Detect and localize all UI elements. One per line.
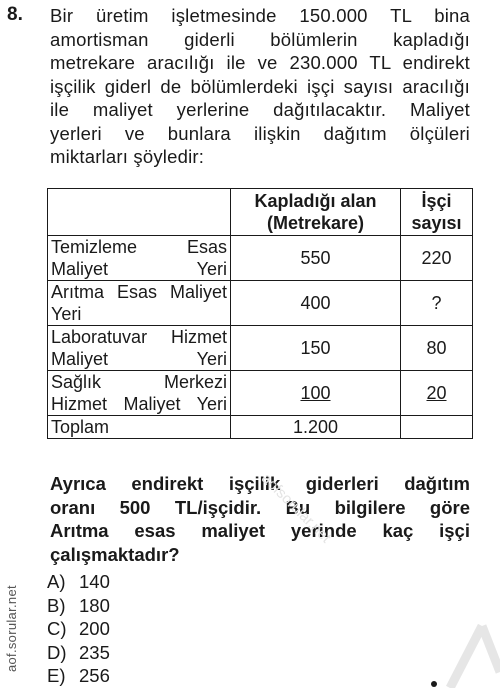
row-area: 150 <box>231 326 401 371</box>
prompt-line: Ayrıca endirekt işçilik giderleri dağıtım <box>50 473 470 494</box>
total-label: Toplam <box>48 416 231 439</box>
intro-line: ile maliyet yerlerine dağıtılacaktır. Maliyet <box>50 99 470 120</box>
row-area <box>231 371 401 416</box>
answer-options <box>47 570 110 688</box>
table-row <box>48 236 473 281</box>
option-value: 200 <box>79 618 110 639</box>
question-intro <box>50 4 470 169</box>
total-workers <box>401 416 473 439</box>
allocation-table <box>47 188 473 439</box>
question-number: 8. <box>7 4 23 25</box>
intro-line: yerleri ve bunlara ilişkin dağıtım ölçüleri <box>50 122 470 144</box>
row-label: Sağlık Merkezi Hizmet Maliyet Yeri <box>48 371 231 416</box>
corner-watermark-mark <box>420 608 500 688</box>
intro-line: Bir üretim işletmesinde 150.000 TL bina <box>50 5 470 26</box>
table-header-row <box>48 189 473 236</box>
intro-line: işçilik giderl de bölümlerdeki işçi sayısı aracılığı <box>50 75 470 97</box>
option-value: 140 <box>79 571 110 592</box>
row-area: 550 <box>231 236 401 281</box>
row-area-value: 100 <box>300 382 331 403</box>
row-workers: 80 <box>401 326 473 371</box>
intro-line: miktarları şöyledir: <box>50 146 205 167</box>
total-area: 1.200 <box>231 416 401 439</box>
row-label: Laboratuvar Hizmet Maliyet Yeri <box>48 326 231 371</box>
question-prompt <box>50 472 470 566</box>
diagonal-watermark: aofsorular.net <box>257 470 335 547</box>
intro-line: amortisman giderli bölümlerin kapladığı <box>50 28 470 50</box>
option-letter: A) <box>47 571 66 592</box>
row-label: Temizleme Esas Maliyet Yeri <box>48 236 231 281</box>
option-e[interactable] <box>47 664 110 688</box>
option-value: 256 <box>79 665 110 686</box>
header-workers: İşçi sayısı <box>401 189 473 236</box>
row-area: 400 <box>231 281 401 326</box>
table-row <box>48 326 473 371</box>
prompt-line: oranı 500 TL/işçidir. Bu bilgilere göre <box>50 496 470 518</box>
row-label: Arıtma Esas Maliyet Yeri <box>48 281 231 326</box>
prompt-line: çalışmaktadır? <box>50 543 180 565</box>
row-workers-value: 20 <box>426 382 447 403</box>
option-c[interactable] <box>47 617 110 641</box>
side-watermark: aof.sorular.net <box>4 585 19 672</box>
option-letter: B) <box>47 594 66 616</box>
option-b[interactable] <box>47 594 110 618</box>
row-workers: 220 <box>401 236 473 281</box>
option-letter: C) <box>47 618 67 639</box>
option-value: 180 <box>79 594 110 616</box>
option-value: 235 <box>79 641 110 663</box>
table-row <box>48 371 473 416</box>
header-area: Kapladığı alan (Metrekare) <box>231 189 401 236</box>
option-a[interactable] <box>47 570 110 594</box>
header-empty <box>48 189 231 236</box>
option-letter: D) <box>47 641 67 663</box>
option-d[interactable] <box>47 641 110 665</box>
option-letter: E) <box>47 665 66 686</box>
row-workers <box>401 371 473 416</box>
table-row <box>48 281 473 326</box>
table-total-row <box>48 416 473 439</box>
intro-line: metrekare aracılığı ile ve 230.000 TL endirekt <box>50 52 470 73</box>
row-workers: ? <box>401 281 473 326</box>
prompt-line: Arıtma esas maliyet yerinde kaç işçi <box>50 520 470 541</box>
